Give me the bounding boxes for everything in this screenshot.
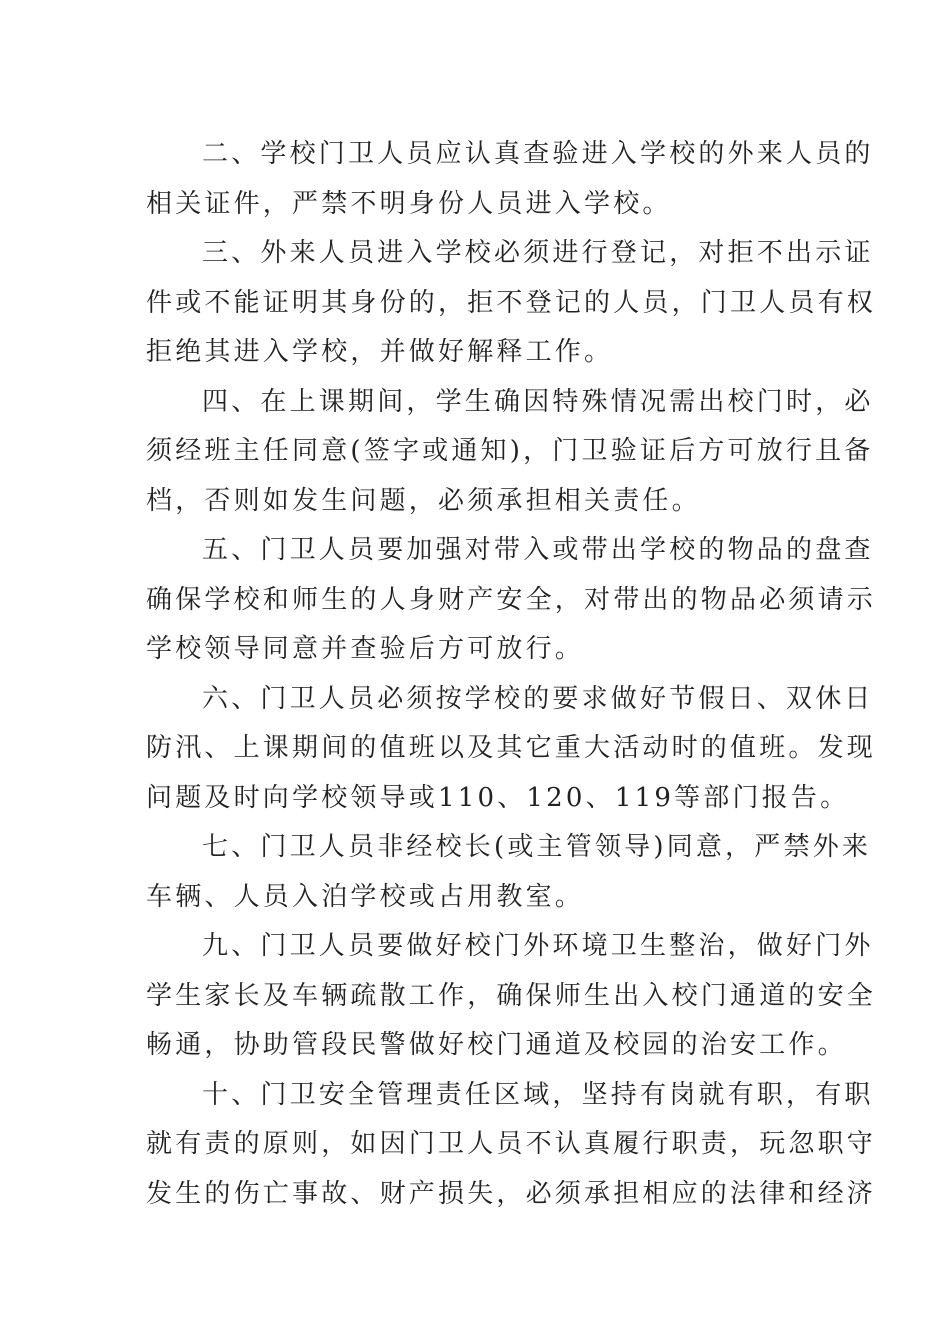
paragraph-line: 件或不能证明其身份的，拒不登记的人员，门卫人员有权 [146, 287, 877, 318]
paragraph-line: 四、在上课期间，学生确因特殊情况需出校门时，必 [202, 386, 874, 417]
document-body [146, 130, 877, 1219]
paragraph-line: 学生家长及车辆疏散工作，确保师生出入校门通道的安全 [146, 980, 877, 1011]
paragraph-4 [146, 378, 874, 527]
paragraph-line: 二、学校门卫人员应认真查验进入学校的外来人员的 [202, 139, 874, 169]
paragraph-line: 须经班主任同意(签字或通知)，门卫验证后方可放行且备 [146, 436, 874, 466]
paragraph-line: 车辆、人员入泊学校或占用教室。 [146, 881, 585, 912]
paragraph-line: 发生的伤亡事故、财产损失，必须承担相应的法律和经济 [146, 1178, 877, 1209]
paragraph-2 [146, 130, 874, 229]
paragraph-5 [146, 526, 877, 675]
paragraph-line: 拒绝其进入学校，并做好解释工作。 [146, 337, 614, 367]
paragraph-3 [146, 229, 877, 378]
paragraph-6 [146, 675, 877, 824]
paragraph-line: 三、外来人员进入学校必须进行登记，对拒不出示证 [202, 238, 874, 268]
paragraph-line: 七、门卫人员非经校长(或主管领导)同意，严禁外来 [202, 832, 872, 862]
paragraph-line: 六、门卫人员必须按学校的要求做好节假日、双休日 [202, 683, 874, 714]
paragraph-line: 畅通，协助管段民警做好校门通道及校园的治安工作。 [146, 1030, 847, 1060]
paragraph-line: 就有责的原则，如因门卫人员不认真履行职责，玩忽职守 [146, 1129, 877, 1159]
paragraph-9 [146, 922, 877, 1071]
paragraph-10 [146, 1071, 877, 1220]
paragraph-line: 十、门卫安全管理责任区域，坚持有岗就有职，有职 [202, 1079, 874, 1110]
paragraph-line: 档，否则如发生问题，必须承担相关责任。 [146, 485, 701, 516]
paragraph-7 [146, 823, 872, 922]
paragraph-line: 相关证件，严禁不明身份人员进入学校。 [146, 188, 672, 219]
paragraph-line: 问题及时向学校领导或110、120、119等部门报告。 [146, 782, 850, 813]
paragraph-line: 九、门卫人员要做好校门外环境卫生整治，做好门外 [202, 931, 874, 961]
paragraph-line: 防汛、上课期间的值班以及其它重大活动时的值班。发现 [146, 733, 877, 763]
paragraph-line: 确保学校和师生的人身财产安全，对带出的物品必须请示 [146, 584, 877, 615]
paragraph-line: 学校领导同意并查验后方可放行。 [146, 634, 585, 664]
paragraph-line: 五、门卫人员要加强对带入或带出学校的物品的盘查 [202, 535, 874, 565]
